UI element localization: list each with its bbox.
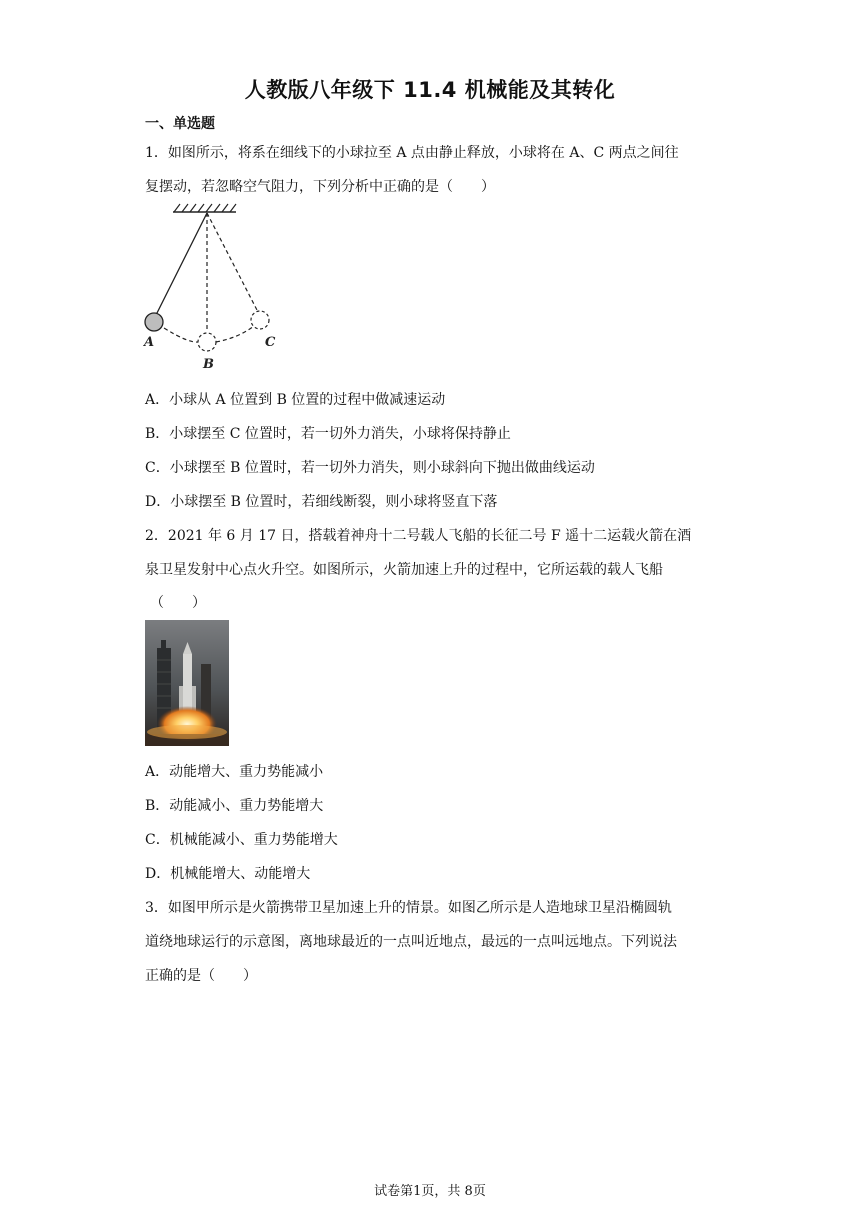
q1-stem-line-1: 1．如图所示，将系在细线下的小球拉至 A 点由静止释放，小球将在 A、C 两点之间往 xyxy=(145,145,679,161)
q2-stem-line-2: 泉卫星发射中心点火升空。如图所示，火箭加速上升的过程中，它所运载的载人飞船 xyxy=(145,562,663,578)
ball-b xyxy=(198,333,216,351)
ball-c xyxy=(251,311,269,329)
pendulum-figure xyxy=(138,198,288,373)
label-c: C xyxy=(265,335,276,350)
q1-stem-line-2: 复摆动，若忽略空气阻力，下列分析中正确的是（ ） xyxy=(145,179,495,195)
q2-option-b[interactable]: B．动能减小、重力势能增大 xyxy=(145,798,324,814)
ball-a xyxy=(145,313,163,331)
q1-option-d[interactable]: D．小球摆至 B 位置时，若细线断裂，则小球将竖直下落 xyxy=(145,494,498,510)
q3-stem-line-1: 3．如图甲所示是火箭携带卫星加速上升的情景。如图乙所示是人造地球卫星沿椭圆轨 xyxy=(145,900,672,916)
string-to-c xyxy=(207,213,258,312)
page-footer: 试卷第1页，共 8页 xyxy=(374,1184,486,1199)
label-b: B xyxy=(203,357,214,372)
q2-option-c[interactable]: C．机械能减小、重力势能增大 xyxy=(145,832,338,848)
q2-option-d[interactable]: D．机械能增大、动能增大 xyxy=(145,866,311,882)
label-a: A xyxy=(144,335,155,350)
q1-option-b[interactable]: B．小球摆至 C 位置时，若一切外力消失，小球将保持静止 xyxy=(145,426,511,442)
q3-stem-line-2: 道绕地球运行的示意图，离地球最近的一点叫近地点，最远的一点叫远地点。下列说法 xyxy=(145,934,677,950)
q1-option-c[interactable]: C．小球摆至 B 位置时，若一切外力消失，则小球斜向下抛出做曲线运动 xyxy=(145,460,595,476)
q3-stem-line-3: 正确的是（ ） xyxy=(145,968,257,984)
q2-stem-line-3: （ ） xyxy=(150,595,206,611)
page-title: 人教版八年级下 11.4 机械能及其转化 xyxy=(244,78,616,102)
rocket-launch-photo xyxy=(145,620,229,746)
q1-option-a[interactable]: A．小球从 A 位置到 B 位置的过程中做减速运动 xyxy=(145,392,446,408)
section-heading: 一、单选题 xyxy=(145,116,215,132)
swing-arc xyxy=(164,326,254,342)
string-to-a xyxy=(156,213,207,315)
ceiling-hatch xyxy=(174,204,236,212)
q2-stem-line-1: 2．2021 年 6 月 17 日，搭载着神舟十二号载人飞船的长征二号 F 遥十二运载火箭在酒 xyxy=(145,528,692,544)
q2-option-a[interactable]: A．动能增大、重力势能减小 xyxy=(145,764,324,780)
rocket-body xyxy=(183,654,192,714)
